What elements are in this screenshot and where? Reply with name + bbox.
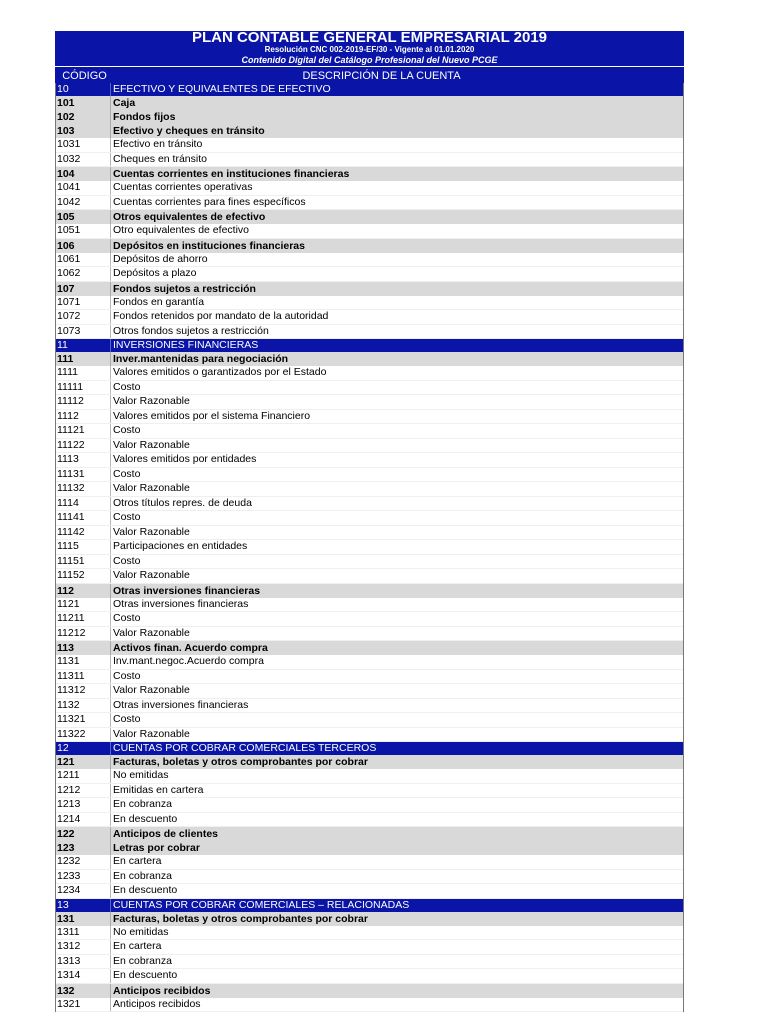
account-description: Valor Razonable	[110, 526, 683, 540]
account-description: Depósitos en instituciones financieras	[110, 239, 683, 253]
account-code: 1032	[57, 152, 81, 165]
account-code: 11211	[57, 612, 85, 624]
account-subgroup-row	[56, 755, 683, 769]
account-code: 1071	[57, 295, 81, 308]
account-row	[56, 612, 683, 627]
account-code: 1232	[57, 855, 81, 867]
account-code: 11132	[57, 482, 85, 494]
account-row	[56, 699, 683, 714]
account-row	[56, 497, 683, 512]
account-row	[56, 655, 683, 670]
account-row	[56, 366, 683, 381]
account-description: INVERSIONES FINANCIERAS	[110, 339, 683, 352]
account-row	[56, 482, 683, 497]
account-row	[56, 526, 683, 541]
account-row	[56, 296, 683, 311]
account-description: Otras inversiones financieras	[110, 699, 683, 713]
account-subgroup-row	[56, 239, 683, 253]
account-description: En cobranza	[110, 798, 683, 812]
account-description: Participaciones en entidades	[110, 540, 683, 554]
account-description: Activos finan. Acuerdo compra	[110, 641, 683, 655]
account-code: 123	[57, 842, 75, 854]
column-header-description: DESCRIPCIÓN DE LA CUENTA	[302, 70, 461, 82]
account-code: 1234	[57, 884, 81, 896]
subtitle: Contenido Digital del Catálogo Profesional del Nuevo PCGE	[55, 54, 684, 67]
account-group-row	[56, 742, 683, 755]
account-subgroup-row	[56, 827, 683, 841]
account-description: Anticipos recibidos	[110, 984, 683, 998]
account-row	[56, 395, 683, 410]
account-description: En cobranza	[110, 955, 683, 969]
account-code: 11112	[57, 395, 84, 407]
account-code: 111	[57, 353, 74, 365]
account-row	[56, 670, 683, 685]
account-code: 1073	[57, 324, 81, 337]
account-description: Efectivo y cheques en tránsito	[110, 124, 683, 138]
account-code: 11321	[57, 713, 86, 725]
account-description: Costo	[110, 612, 683, 626]
account-code: 1312	[57, 940, 81, 952]
account-code: 1113	[57, 453, 79, 465]
account-description: Costo	[110, 424, 683, 438]
account-code: 1213	[57, 798, 81, 810]
account-code: 132	[57, 984, 75, 997]
account-group-row	[56, 83, 683, 96]
account-description: Fondos sujetos a restricción	[110, 282, 683, 296]
account-description: Fondos en garantía	[110, 296, 683, 310]
account-code: 10	[57, 83, 69, 95]
account-description: Costo	[110, 468, 683, 482]
account-row	[56, 555, 683, 570]
account-row	[56, 196, 683, 211]
account-row	[56, 453, 683, 468]
account-description: Fondos fijos	[110, 110, 683, 124]
account-code: 11212	[57, 626, 86, 639]
account-code: 104	[57, 168, 75, 180]
account-code: 11131	[57, 467, 85, 480]
account-code: 1311	[57, 925, 80, 938]
account-row	[56, 325, 683, 340]
account-description: Valor Razonable	[110, 439, 683, 453]
account-code: 121	[57, 756, 75, 768]
account-description: Caja	[110, 96, 683, 110]
account-row	[56, 684, 683, 699]
account-description: Otro equivalentes de efectivo	[110, 224, 683, 238]
account-row	[56, 798, 683, 813]
account-code: 12	[57, 742, 69, 754]
account-description: Emitidas en cartera	[110, 784, 683, 798]
account-code: 1114	[57, 496, 79, 509]
account-description: Depósitos a plazo	[110, 267, 683, 281]
account-subgroup-row	[56, 96, 683, 110]
account-description: Costo	[110, 555, 683, 569]
account-code: 1211	[57, 769, 80, 781]
account-code: 1051	[57, 224, 81, 236]
account-description: Otras inversiones financieras	[110, 584, 683, 598]
account-description: Fondos retenidos por mandato de la autoridad	[110, 310, 683, 324]
account-description: Valor Razonable	[110, 684, 683, 698]
account-subgroup-row	[56, 282, 683, 296]
account-code: 101	[57, 97, 75, 109]
account-description: Facturas, boletas y otros comprobantes por cobrar	[110, 755, 683, 769]
account-row	[56, 424, 683, 439]
account-code: 13	[57, 898, 69, 911]
account-code: 1132	[57, 698, 80, 711]
page-title: PLAN CONTABLE GENERAL EMPRESARIAL 2019	[191, 31, 548, 45]
account-code: 1121	[57, 597, 80, 610]
account-description: Valor Razonable	[110, 627, 683, 641]
account-description: Anticipos recibidos	[110, 998, 683, 1012]
account-plan-sheet	[55, 31, 684, 1012]
account-description: Inv.mant.negoc.Acuerdo compra	[110, 655, 683, 669]
account-row	[56, 969, 683, 984]
account-code: 131	[57, 912, 75, 925]
account-code: 1031	[57, 138, 81, 150]
account-description: No emitidas	[110, 769, 683, 783]
account-row	[56, 468, 683, 483]
account-description: Valores emitidos por el sistema Financiero	[110, 410, 683, 424]
account-row	[56, 267, 683, 282]
account-code: 103	[57, 125, 75, 137]
account-code: 102	[57, 111, 75, 123]
account-row	[56, 998, 683, 1013]
sheet-header	[55, 31, 684, 83]
account-code: 11111	[57, 380, 84, 393]
account-row	[56, 627, 683, 642]
account-row	[56, 813, 683, 828]
account-code: 122	[57, 828, 75, 840]
account-description: Otros títulos repres. de deuda	[110, 497, 683, 511]
account-code: 1072	[57, 310, 81, 322]
account-group-row	[56, 899, 683, 912]
account-code: 107	[57, 282, 75, 295]
account-subgroup-row	[56, 352, 683, 366]
account-description: Valores emitidos o garantizados por el Estado	[110, 366, 683, 380]
account-group-row	[56, 339, 683, 352]
account-code: 113	[57, 642, 74, 654]
account-description: Letras por cobrar	[110, 841, 683, 855]
account-description: Valor Razonable	[110, 395, 683, 409]
account-code: 112	[57, 584, 74, 597]
account-subgroup-row	[56, 110, 683, 124]
account-code: 1321	[57, 997, 81, 1010]
account-description: No emitidas	[110, 926, 683, 940]
account-description: Efectivo en tránsito	[110, 138, 683, 152]
account-description: Costo	[110, 381, 683, 395]
account-description: Cuentas corrientes en instituciones financieras	[110, 167, 683, 181]
account-row	[56, 381, 683, 396]
account-description: EFECTIVO Y EQUIVALENTES DE EFECTIVO	[110, 83, 683, 96]
account-row	[56, 884, 683, 899]
account-description: En descuento	[110, 884, 683, 898]
account-row	[56, 153, 683, 168]
account-description: Cheques en tránsito	[110, 153, 683, 167]
account-description: Otros fondos sujetos a restricción	[110, 325, 683, 339]
resolution-note: Resolución CNC 002-2019-EF/30 - Vigente al 01.01.2020	[264, 45, 475, 54]
column-header-code: CÓDIGO	[62, 70, 107, 82]
account-row	[56, 926, 683, 941]
account-description: Valores emitidos por entidades	[110, 453, 683, 467]
account-row	[56, 253, 683, 268]
account-code: 1062	[57, 267, 81, 279]
account-code: 1212	[57, 783, 81, 796]
account-subgroup-row	[56, 124, 683, 138]
account-description: Cuentas corrientes para fines específicos	[110, 196, 683, 210]
account-code: 1313	[57, 954, 81, 967]
account-description: Facturas, boletas y otros comprobantes por cobrar	[110, 912, 683, 926]
account-table-body	[55, 83, 684, 1012]
account-code: 105	[57, 211, 75, 223]
account-row	[56, 439, 683, 454]
account-description: Costo	[110, 713, 683, 727]
account-row	[56, 769, 683, 784]
account-description: Anticipos de clientes	[110, 827, 683, 841]
account-description: Cuentas corrientes operativas	[110, 181, 683, 195]
account-description: En cartera	[110, 940, 683, 954]
account-description: Depósitos de ahorro	[110, 253, 683, 267]
account-code: 106	[57, 239, 75, 252]
account-code: 1314	[57, 969, 81, 981]
account-code: 1214	[57, 812, 81, 825]
account-code: 1112	[57, 409, 79, 422]
account-description: Valor Razonable	[110, 728, 683, 742]
account-code: 11122	[57, 438, 85, 451]
account-row	[56, 138, 683, 153]
account-code: 11312	[57, 684, 86, 696]
account-code: 1111	[57, 366, 79, 378]
account-description: Costo	[110, 670, 683, 684]
account-description: En cobranza	[110, 870, 683, 884]
account-code: 1131	[57, 655, 80, 667]
column-header-row	[55, 67, 684, 83]
account-description: En descuento	[110, 969, 683, 983]
account-row	[56, 940, 683, 955]
account-row	[56, 784, 683, 799]
account-description: En descuento	[110, 813, 683, 827]
account-row	[56, 955, 683, 970]
account-subgroup-row	[56, 210, 683, 224]
account-subgroup-row	[56, 912, 683, 926]
account-row	[56, 713, 683, 728]
account-row	[56, 855, 683, 870]
account-code: 11121	[57, 424, 85, 436]
account-code: 11311	[57, 669, 85, 682]
account-row	[56, 511, 683, 526]
account-code: 1041	[57, 181, 81, 193]
account-subgroup-row	[56, 641, 683, 655]
account-description: Inver.mantenidas para negociación	[110, 352, 683, 366]
account-row	[56, 224, 683, 239]
account-row	[56, 598, 683, 613]
account-code: 11	[57, 339, 68, 351]
account-subgroup-row	[56, 167, 683, 181]
account-row	[56, 569, 683, 584]
account-subgroup-row	[56, 984, 683, 998]
account-description: Valor Razonable	[110, 482, 683, 496]
account-row	[56, 728, 683, 743]
account-row	[56, 410, 683, 425]
account-row	[56, 540, 683, 555]
account-code: 1115	[57, 540, 79, 552]
account-row	[56, 870, 683, 885]
account-description: Otras inversiones financieras	[110, 598, 683, 612]
account-row	[56, 181, 683, 196]
account-code: 11322	[57, 727, 86, 740]
account-description: En cartera	[110, 855, 683, 869]
account-code: 11141	[57, 511, 85, 523]
account-code: 11142	[57, 525, 85, 538]
account-code: 1061	[57, 252, 81, 265]
account-code: 11152	[57, 569, 85, 581]
account-description: Valor Razonable	[110, 569, 683, 583]
account-description: CUENTAS POR COBRAR COMERCIALES – RELACIONADAS	[110, 899, 683, 912]
account-code: 1233	[57, 869, 81, 882]
account-code: 11151	[57, 554, 85, 567]
account-description: CUENTAS POR COBRAR COMERCIALES TERCEROS	[110, 742, 683, 755]
account-subgroup-row	[56, 841, 683, 855]
account-code: 1042	[57, 195, 81, 208]
account-description: Otros equivalentes de efectivo	[110, 210, 683, 224]
account-description: Costo	[110, 511, 683, 525]
account-subgroup-row	[56, 584, 683, 598]
account-row	[56, 310, 683, 325]
